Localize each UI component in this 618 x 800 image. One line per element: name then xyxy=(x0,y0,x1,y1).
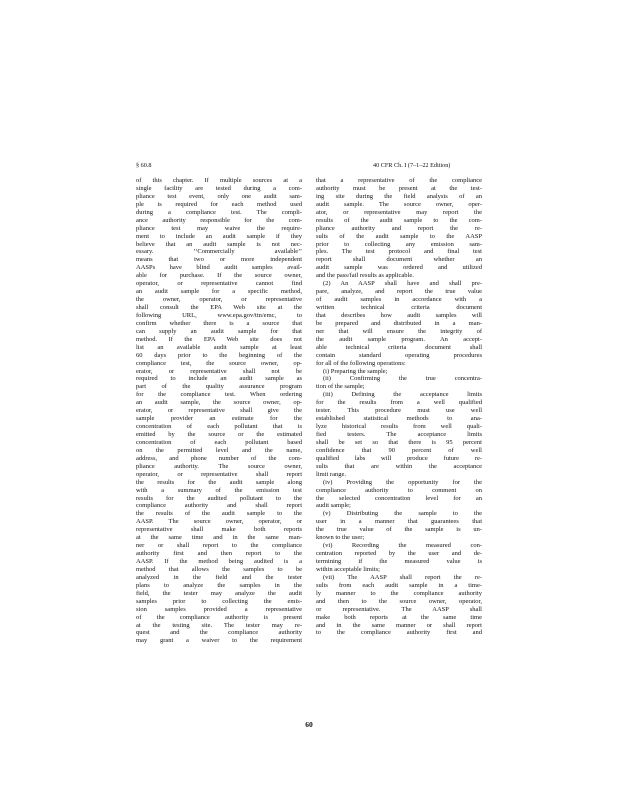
text-line: the selected concentration level for an xyxy=(316,494,482,502)
text-line: tion of the sample; xyxy=(316,383,365,391)
text-line: sample provider an estimate for the xyxy=(136,415,302,423)
text-line: lyze historical results from well quali- xyxy=(316,423,482,431)
text-line: pliance authority. The source owner, xyxy=(136,462,302,470)
text-line: may grant a waiver to the requirement xyxy=(136,637,302,645)
text-line: ator, or representative may report the xyxy=(316,208,482,216)
text-line: pliance test event, only one audit sam- xyxy=(136,192,302,200)
text-line: centration reported by the user and de- xyxy=(316,550,482,558)
text-line: contain standard operating procedures xyxy=(316,351,482,359)
text-line: sion samples provided a representative xyxy=(136,605,302,613)
text-line: plans to analyze the samples in the xyxy=(136,581,302,589)
text-line: audit sample; xyxy=(316,502,351,510)
text-line: for the compliance test. When ordering xyxy=(136,391,302,399)
text-line: user in a manner that guarantees that xyxy=(316,518,482,526)
text-line: ner that will ensure the integrity of xyxy=(316,327,482,335)
text-line: pliance test may waive the require- xyxy=(136,224,302,232)
text-line: qualified labs will produce future re- xyxy=(316,454,482,462)
text-line: (vi) Recording the measured con- xyxy=(323,542,482,550)
text-line: known to the user; xyxy=(316,534,365,542)
text-line: and the pass/fail results as applicable. xyxy=(316,272,414,280)
text-line: authority first and then report to the xyxy=(136,550,302,558)
text-line: field, the tester may analyze the audit xyxy=(136,589,302,597)
text-line: required to include an audit sample as xyxy=(136,375,302,383)
text-line: operator, or representative cannot find xyxy=(136,280,302,288)
page-number: 60 xyxy=(305,720,313,729)
text-line: pare, analyze, and report the true value xyxy=(316,288,482,296)
text-line: 60 days prior to the beginning of the xyxy=(136,351,302,359)
section-header: § 60.8 xyxy=(136,162,152,169)
text-line: can supply an audit sample for that xyxy=(136,327,302,335)
text-line: ance authority responsible for the com- xyxy=(136,216,302,224)
text-line: that a representative of the compliance xyxy=(316,177,482,184)
text-line: pliance authority and report the re- xyxy=(316,224,482,232)
text-line: ple is required for each method used xyxy=(136,200,302,208)
text-line: AASPs have blind audit samples avail- xyxy=(136,264,302,272)
text-line: (ii) Confirming the true concentra- xyxy=(323,375,482,383)
text-line: audit sample was ordered and utilized xyxy=(316,264,482,272)
text-line: concentration of each pollutant that is xyxy=(136,423,302,431)
text-line: compliance authority and shall report xyxy=(136,502,302,510)
text-line: following URL, www.epa.gov/ttn/emc, to xyxy=(136,311,302,319)
text-line: results of the audit sample to the com- xyxy=(316,216,482,224)
text-line: address, and phone number of the com- xyxy=(136,454,302,462)
text-line: of this chapter. If multiple sources at a xyxy=(136,177,302,184)
text-line: (iv) Providing the opportunity for the xyxy=(323,478,482,486)
text-line: means that two or more independent xyxy=(136,256,302,264)
text-line: tester. This procedure must use well xyxy=(316,407,482,415)
text-line: ples. The test protocol and final test xyxy=(316,248,482,256)
text-line: (iii) Defining the acceptance limits xyxy=(323,391,482,399)
text-line: list an available audit sample at least xyxy=(136,343,302,351)
text-line: authority must be present at the test- xyxy=(316,184,482,192)
text-line: AASP. If the method being audited is a xyxy=(136,558,302,565)
text-line: ner or shall report to the compliance xyxy=(136,542,302,550)
text-line: limit range. xyxy=(316,470,346,478)
text-line: on the permitted level and the name, xyxy=(136,446,302,454)
text-line: sults of the audit sample to the AASP xyxy=(316,232,482,240)
text-line: to the compliance authority first and xyxy=(316,629,482,637)
text-line: within acceptable limits; xyxy=(316,565,380,573)
text-line: established statistical methods to ana- xyxy=(316,415,482,423)
text-line: prior to collecting any emission sam- xyxy=(316,240,482,248)
text-line: ment to include an audit sample if they xyxy=(136,232,302,240)
text-line: sults that are within the acceptance xyxy=(316,462,482,470)
text-line: sults from each audit sample in a time- xyxy=(316,581,482,589)
text-line: shall be set so that there is 95 percent xyxy=(316,438,482,446)
text-line: confidence that 90 percent of well xyxy=(316,446,482,454)
text-line: the results for the audit sample along xyxy=(136,478,302,486)
text-line: (i) Preparing the sample; xyxy=(323,367,388,375)
text-line: report shall document whether an xyxy=(316,256,482,264)
text-line: ly manner to the compliance authority xyxy=(316,589,482,597)
text-line: single facility are tested during a com- xyxy=(136,184,302,192)
text-line: at the testing site. The tester may re- xyxy=(136,621,302,629)
text-line: written technical criteria document xyxy=(316,304,482,311)
text-line: an audit sample for a specific method, xyxy=(136,288,302,296)
text-line: the true value of the sample is un- xyxy=(316,526,482,534)
text-line: (vii) The AASP shall report the re- xyxy=(323,573,482,581)
text-line: at the same time and in the same man- xyxy=(136,534,302,542)
text-line: samples prior to collecting the emis- xyxy=(136,597,302,605)
text-line: and in the same manner or shall report xyxy=(316,621,482,629)
text-line: of the compliance authority is present xyxy=(136,613,302,621)
running-title: 40 CFR Ch. I (7–1–22 Edition) xyxy=(373,162,451,169)
text-line: method that allows the samples to be xyxy=(136,565,302,573)
text-line: shall consult the EPA Web site at the xyxy=(136,304,302,311)
left-column xyxy=(136,177,302,645)
text-line: the audit sample program. An accept- xyxy=(316,335,482,343)
text-line: confirm whether there is a source that xyxy=(136,319,302,327)
text-line: of audit samples in accordance with a xyxy=(316,296,482,304)
text-line: for all of the following operations: xyxy=(316,359,406,367)
text-line: compliance test, the source owner, op- xyxy=(136,359,302,367)
text-line: believe that an audit sample is not nec- xyxy=(136,240,302,248)
text-line: with a summary of the emission test xyxy=(136,486,302,494)
text-line: able for purchase. If the source owner, xyxy=(136,272,302,280)
text-line: for the results from a well qualified xyxy=(316,399,482,407)
text-line: able technical criteria document shall xyxy=(316,343,482,351)
text-line: operator, or representative shall report xyxy=(136,470,302,478)
text-line: compliance authority to comment on xyxy=(316,486,482,494)
text-line: audit sample. The source owner, oper- xyxy=(316,200,482,208)
text-line: that describes how audit samples will xyxy=(316,311,482,319)
text-line: (v) Distributing the sample to the xyxy=(323,510,482,518)
text-line: essary. ‘‘Commercially available’’ xyxy=(136,248,302,256)
text-line: the results of the audit sample to the xyxy=(136,510,302,518)
text-line: concentration of each pollutant based xyxy=(136,438,302,446)
text-line: the owner, operator, or representative xyxy=(136,296,302,304)
text-line: emitted by the source or the estimated xyxy=(136,431,302,438)
text-line: erator, or representative shall give the xyxy=(136,407,302,415)
text-line: analyzed in the field and the tester xyxy=(136,573,302,581)
text-line: an audit sample, the source owner, op- xyxy=(136,399,302,407)
text-line: AASP. The source owner, operator, or xyxy=(136,518,302,526)
text-line: termining if the measured value is xyxy=(316,558,482,565)
text-line: erator, or representative shall not be xyxy=(136,367,302,375)
text-line: make both reports at the same time xyxy=(316,613,482,621)
text-line: part of the quality assurance program xyxy=(136,383,302,391)
right-column xyxy=(316,177,482,637)
text-line: during a compliance test. The compli- xyxy=(136,208,302,216)
text-line: results for the audited pollutant to the xyxy=(136,494,302,502)
text-line: or representative. The AASP shall xyxy=(316,605,482,613)
text-line: and then to the source owner, operator, xyxy=(316,597,482,605)
text-line: quest and the compliance authority xyxy=(136,629,302,637)
text-line: representative shall make both reports xyxy=(136,526,302,534)
text-line: (2) An AASP shall have and shall pre- xyxy=(323,280,482,288)
text-line: fied testers. The acceptance limits xyxy=(316,431,482,438)
text-line: ing site during the field analysis of an xyxy=(316,192,482,200)
text-line: method. If the EPA Web site does not xyxy=(136,335,302,343)
text-line: be prepared and distributed in a man- xyxy=(316,319,482,327)
